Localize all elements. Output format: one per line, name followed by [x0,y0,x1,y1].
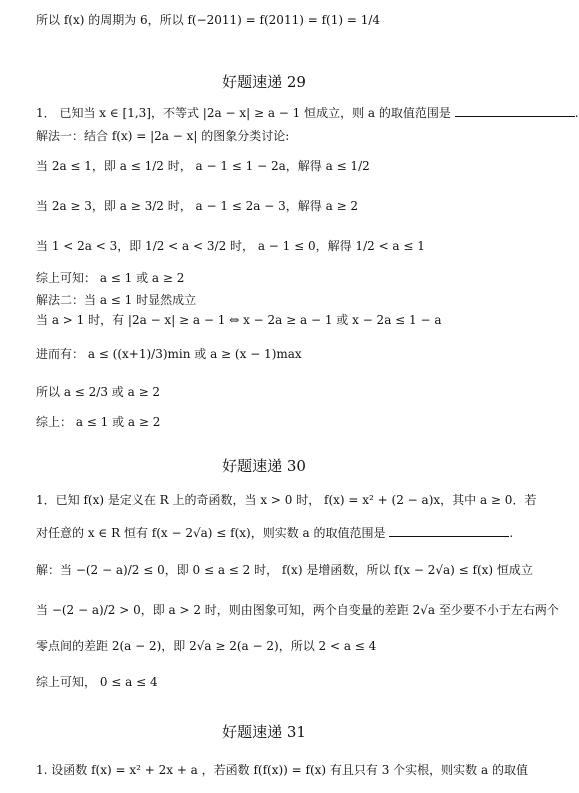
solution-line: 零点间的差距 2(a − 2)，即 2√a ≥ 2(a − 2)，所以 2 < a ≤ 4 [36,639,377,653]
solution-line: 解法一：结合 f(x) = |2a − x| 的图象分类讨论: [36,129,290,143]
solution-line: 解法二：当 a ≤ 1 时显然成立 [36,293,197,307]
solution-line: 当 1 < 2a < 3，即 1/2 < a < 3/2 时， a − 1 ≤ 0，解得 1/2 < a ≤ 1 [36,239,425,253]
solution-line: 所以 a ≤ 2/3 或 a ≥ 2 [36,385,161,399]
answer-blank [389,524,509,537]
summary-line: 综上可知： a ≤ 1 或 a ≥ 2 [36,271,185,285]
solution-line: 当 a > 1 时，有 |2a − x| ≥ a − 1 ⇔ x − 2a ≥ a − 1 或 x − 2a ≤ 1 − a [36,313,442,327]
question-31-1: 1. 设函数 f(x) = x² + 2x + a ，若函数 f(f(x)) = f(x) 有且只有 3 个实根，则实数 a 的取值 [36,763,528,777]
question-30-1a: 1．已知 f(x) 是定义在 R 上的奇函数，当 x > 0 时， f(x) = x² + (2 − a)x，其中 a ≥ 0．若 [36,493,537,507]
solution-line: 当 −(2 − a)/2 > 0，即 a > 2 时，则由图象可知，两个自变量的差距 2√a 至少要不小于左右两个 [36,603,559,617]
section-heading-30: 好题速递 30 [222,457,306,475]
section-heading-31: 好题速递 31 [222,723,306,741]
question-text: 对任意的 x ∈ R 恒有 f(x − 2√a) ≤ f(x)，则实数 a 的取值范围是 [36,526,386,540]
solution-line: 进而有： a ≤ ((x+1)/3)min 或 a ≥ (x − 1)max [36,347,302,361]
solution-line: 当 2a ≤ 1，即 a ≤ 1/2 时， a − 1 ≤ 1 − 2a，解得 a ≤ 1/2 [36,159,370,173]
solution-line: 解：当 −(2 − a)/2 ≤ 0，即 0 ≤ a ≤ 2 时， f(x) 是增函数，所以 f(x − 2√a) ≤ f(x) 恒成立 [36,563,533,577]
summary-line: 综上： a ≤ 1 或 a ≥ 2 [36,415,161,429]
question-30-1b: 对任意的 x ∈ R 恒有 f(x − 2√a) ≤ f(x)，则实数 a 的取值范围是 . [36,526,514,540]
summary-line: 综上可知， 0 ≤ a ≤ 4 [36,675,158,689]
answer-blank [455,104,575,117]
text-line-top: 所以 f(x) 的周期为 6，所以 f(−2011) = f(2011) = f(1) = 1/4 [36,13,381,27]
solution-line: 当 2a ≥ 3，即 a ≥ 3/2 时， a − 1 ≤ 2a − 3，解得 a ≥ 2 [36,199,359,213]
question-text: 1． 已知当 x ∈ [1,3]，不等式 |2a − x| ≥ a − 1 恒成立，则 a 的取值范围是 [36,106,451,120]
section-heading-29: 好题速递 29 [222,73,306,91]
question-29-1: 1． 已知当 x ∈ [1,3]，不等式 |2a − x| ≥ a − 1 恒成立，则 a 的取值范围是 . [36,106,579,120]
